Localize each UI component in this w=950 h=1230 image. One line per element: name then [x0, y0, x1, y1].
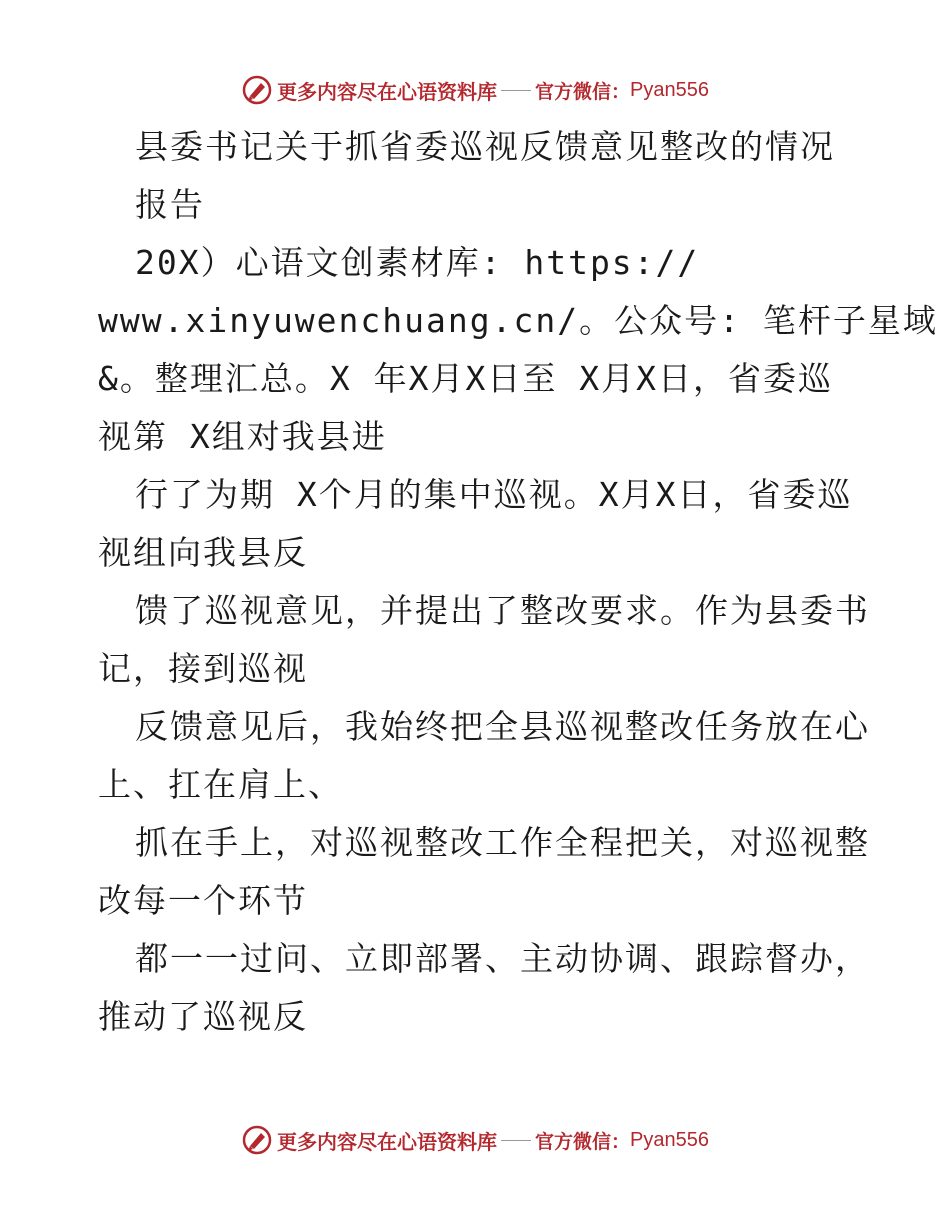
doc-line: 改每一个环节: [98, 881, 308, 920]
doc-line: &。整理汇总。X 年X月X日至 X月X日，省委巡: [98, 359, 833, 398]
doc-title-line-1: 县委书记关于抓省委巡视反馈意见整改的情况: [135, 127, 835, 166]
doc-line: 反馈意见后，我始终把全县巡视整改任务放在心: [135, 707, 870, 746]
doc-line: 行了为期 X个月的集中巡视。X月X日，省委巡: [135, 475, 853, 514]
pen-logo-icon: [241, 74, 273, 106]
banner-divider: [501, 90, 531, 91]
document-body: [98, 118, 938, 1046]
banner-site-text: 更多内容尽在心语资料库: [277, 79, 497, 104]
doc-line: 视第 X组对我县进: [98, 417, 387, 456]
banner-wechat-label: 官方微信：: [535, 80, 631, 103]
footer-banner: [0, 1122, 950, 1158]
banner-wechat-label: 官方微信：: [535, 1130, 631, 1153]
doc-line: 抓在手上，对巡视整改工作全程把关，对巡视整: [135, 823, 870, 862]
doc-line: 20X）心语文创素材库: https://: [135, 243, 700, 282]
header-banner: [0, 72, 950, 108]
banner-divider: [501, 1140, 531, 1141]
banner-wechat-id: Pyan556: [630, 78, 709, 101]
doc-title-line-2: 报告: [135, 185, 205, 224]
doc-line: 馈了巡视意见，并提出了整改要求。作为县委书: [135, 591, 870, 630]
banner-wechat-id: Pyan556: [630, 1128, 709, 1151]
doc-line: 上、扛在肩上、: [98, 765, 343, 804]
banner-site-text: 更多内容尽在心语资料库: [277, 1129, 497, 1154]
doc-line: www.xinyuwenchuang.cn/。公众号: 笔杆子星域: [98, 301, 938, 340]
doc-line: 推动了巡视反: [98, 997, 308, 1036]
pen-logo-icon: [241, 1124, 273, 1156]
doc-line: 都一一过问、立即部署、主动协调、跟踪督办，: [135, 939, 870, 978]
doc-line: 记，接到巡视: [98, 649, 308, 688]
doc-line: 视组向我县反: [98, 533, 308, 572]
